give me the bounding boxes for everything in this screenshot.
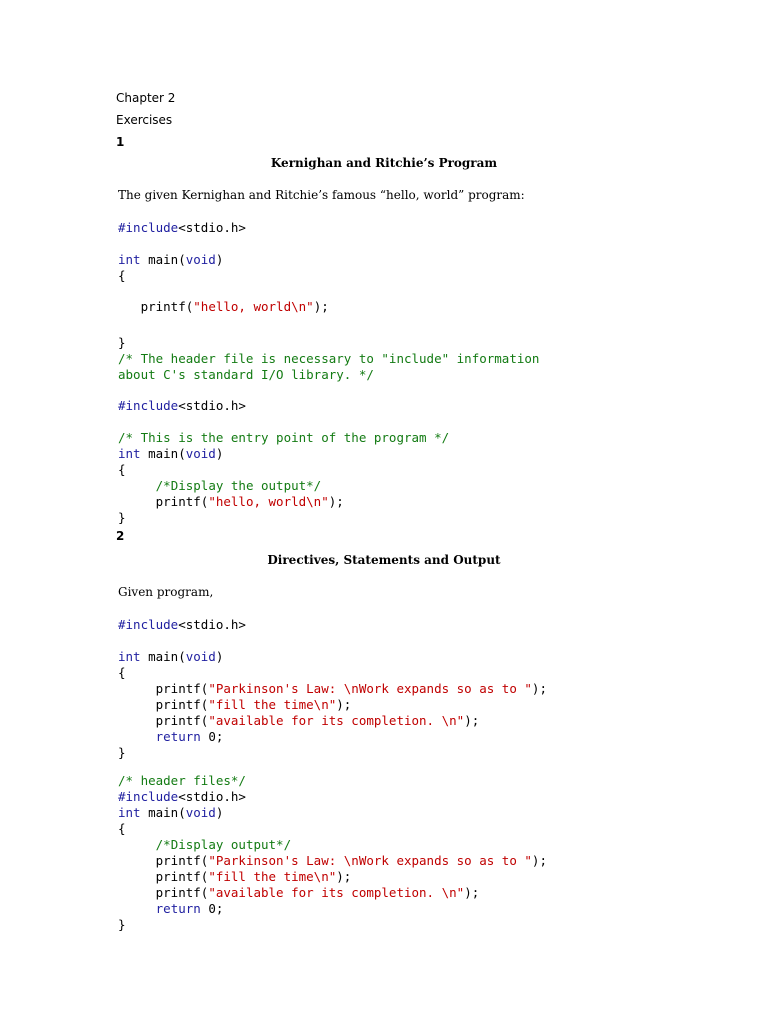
- code-token: <stdio.h>: [178, 789, 246, 804]
- code-token: [118, 901, 156, 916]
- code-token: printf(: [118, 713, 209, 728]
- code-line: [118, 462, 449, 478]
- code-token: "Parkinson's Law: \nWork expands so as to ": [208, 853, 532, 868]
- code-token: );: [336, 869, 352, 884]
- code-token: /* This is the entry point of the program */: [118, 430, 450, 445]
- code-line: [118, 220, 246, 236]
- code-line: [118, 805, 547, 821]
- code-token: #include: [118, 617, 179, 632]
- code-token: about C's standard I/O library. */: [118, 367, 374, 382]
- code-block-1e: [118, 398, 246, 414]
- code-token: );: [464, 713, 480, 728]
- code-token: ): [215, 805, 224, 820]
- code-block-1f: [118, 430, 449, 526]
- code-line: [118, 917, 547, 933]
- code-token: void: [185, 649, 216, 664]
- section-2-title: Directives, Statements and Output: [267, 553, 501, 567]
- code-line: [118, 649, 547, 665]
- code-token: "fill the time\n": [208, 869, 337, 884]
- code-line: [118, 837, 547, 853]
- code-token: 0;: [200, 729, 224, 744]
- code-token: }: [118, 917, 126, 932]
- code-line: [118, 252, 223, 268]
- code-token: 0;: [200, 901, 224, 916]
- code-block-2b: [118, 649, 547, 761]
- code-token: /*Display the output*/: [155, 478, 322, 493]
- exercise-number-2: 2: [116, 529, 125, 543]
- section-1-intro: The given Kernighan and Ritchie’s famous “hello, world” program:: [118, 188, 525, 202]
- code-token: );: [531, 681, 547, 696]
- code-token: );: [464, 885, 480, 900]
- code-token: return: [155, 901, 201, 916]
- code-line: [118, 351, 539, 367]
- code-token: <stdio.h>: [178, 398, 246, 413]
- code-line: [118, 446, 449, 462]
- code-token: main(: [140, 805, 186, 820]
- code-block-1b: [118, 252, 223, 284]
- code-token: printf(: [118, 869, 209, 884]
- code-token: [118, 478, 156, 493]
- code-token: main(: [140, 649, 186, 664]
- code-line: [118, 789, 547, 805]
- code-block-2c: [118, 773, 547, 933]
- code-block-1d: [118, 335, 539, 383]
- chapter-heading: Chapter 2: [116, 91, 176, 105]
- code-token: }: [118, 335, 126, 350]
- code-line: [118, 681, 547, 697]
- code-token: printf(: [118, 853, 209, 868]
- section-1-title: Kernighan and Ritchie’s Program: [270, 156, 498, 170]
- code-token: int: [118, 446, 141, 461]
- code-token: );: [313, 299, 329, 314]
- code-token: /*Display output*/: [155, 837, 292, 852]
- code-line: [118, 617, 246, 633]
- code-token: "hello, world\n": [208, 494, 329, 509]
- code-block-1a: [118, 220, 246, 236]
- code-token: );: [336, 697, 352, 712]
- code-line: [118, 853, 547, 869]
- code-line: [118, 729, 547, 745]
- code-token: [118, 837, 156, 852]
- code-token: {: [118, 821, 126, 836]
- code-token: }: [118, 510, 126, 525]
- code-token: "available for its completion. \n": [208, 713, 465, 728]
- code-token: void: [185, 446, 216, 461]
- code-token: {: [118, 462, 126, 477]
- exercise-number-1: 1: [116, 135, 125, 149]
- code-token: printf(: [118, 494, 209, 509]
- code-token: main(: [140, 252, 186, 267]
- code-line: [118, 713, 547, 729]
- code-token: printf(: [118, 885, 209, 900]
- code-line: [118, 697, 547, 713]
- code-line: [118, 268, 223, 284]
- code-token: "fill the time\n": [208, 697, 337, 712]
- code-token: ): [215, 649, 224, 664]
- code-token: /* The header file is necessary to "include" information: [118, 351, 540, 366]
- code-token: "hello, world\n": [193, 299, 314, 314]
- code-line: [118, 745, 547, 761]
- code-line: [118, 478, 449, 494]
- code-token: main(: [140, 446, 186, 461]
- code-token: #include: [118, 398, 179, 413]
- code-token: ): [215, 446, 224, 461]
- code-token: "available for its completion. \n": [208, 885, 465, 900]
- code-token: printf(: [118, 681, 209, 696]
- code-token: void: [185, 252, 216, 267]
- code-line: [118, 367, 539, 383]
- code-token: return: [155, 729, 201, 744]
- code-token: /* header files*/: [118, 773, 246, 788]
- code-token: printf(: [118, 697, 209, 712]
- code-token: <stdio.h>: [178, 220, 246, 235]
- code-token: "Parkinson's Law: \nWork expands so as to ": [208, 681, 532, 696]
- code-line: [118, 885, 547, 901]
- code-line: [118, 901, 547, 917]
- code-token: printf(: [118, 299, 194, 314]
- code-token: {: [118, 268, 126, 283]
- code-token: #include: [118, 789, 179, 804]
- code-token: {: [118, 665, 126, 680]
- code-token: );: [531, 853, 547, 868]
- code-line: [118, 665, 547, 681]
- code-line: [118, 335, 539, 351]
- exercises-heading: Exercises: [116, 113, 173, 127]
- code-line: [118, 510, 449, 526]
- code-line: [118, 821, 547, 837]
- code-token: int: [118, 805, 141, 820]
- code-block-2a: [118, 617, 246, 633]
- code-token: );: [328, 494, 344, 509]
- code-block-1c: [118, 299, 329, 315]
- code-token: int: [118, 252, 141, 267]
- code-token: ): [215, 252, 224, 267]
- code-line: [118, 430, 449, 446]
- code-line: [118, 773, 547, 789]
- code-line: [118, 869, 547, 885]
- code-token: void: [185, 805, 216, 820]
- code-token: <stdio.h>: [178, 617, 246, 632]
- code-token: }: [118, 745, 126, 760]
- code-line: [118, 299, 329, 315]
- section-2-intro: Given program,: [118, 585, 214, 599]
- code-token: [118, 729, 156, 744]
- code-line: [118, 494, 449, 510]
- code-token: int: [118, 649, 141, 664]
- code-line: [118, 398, 246, 414]
- code-token: #include: [118, 220, 179, 235]
